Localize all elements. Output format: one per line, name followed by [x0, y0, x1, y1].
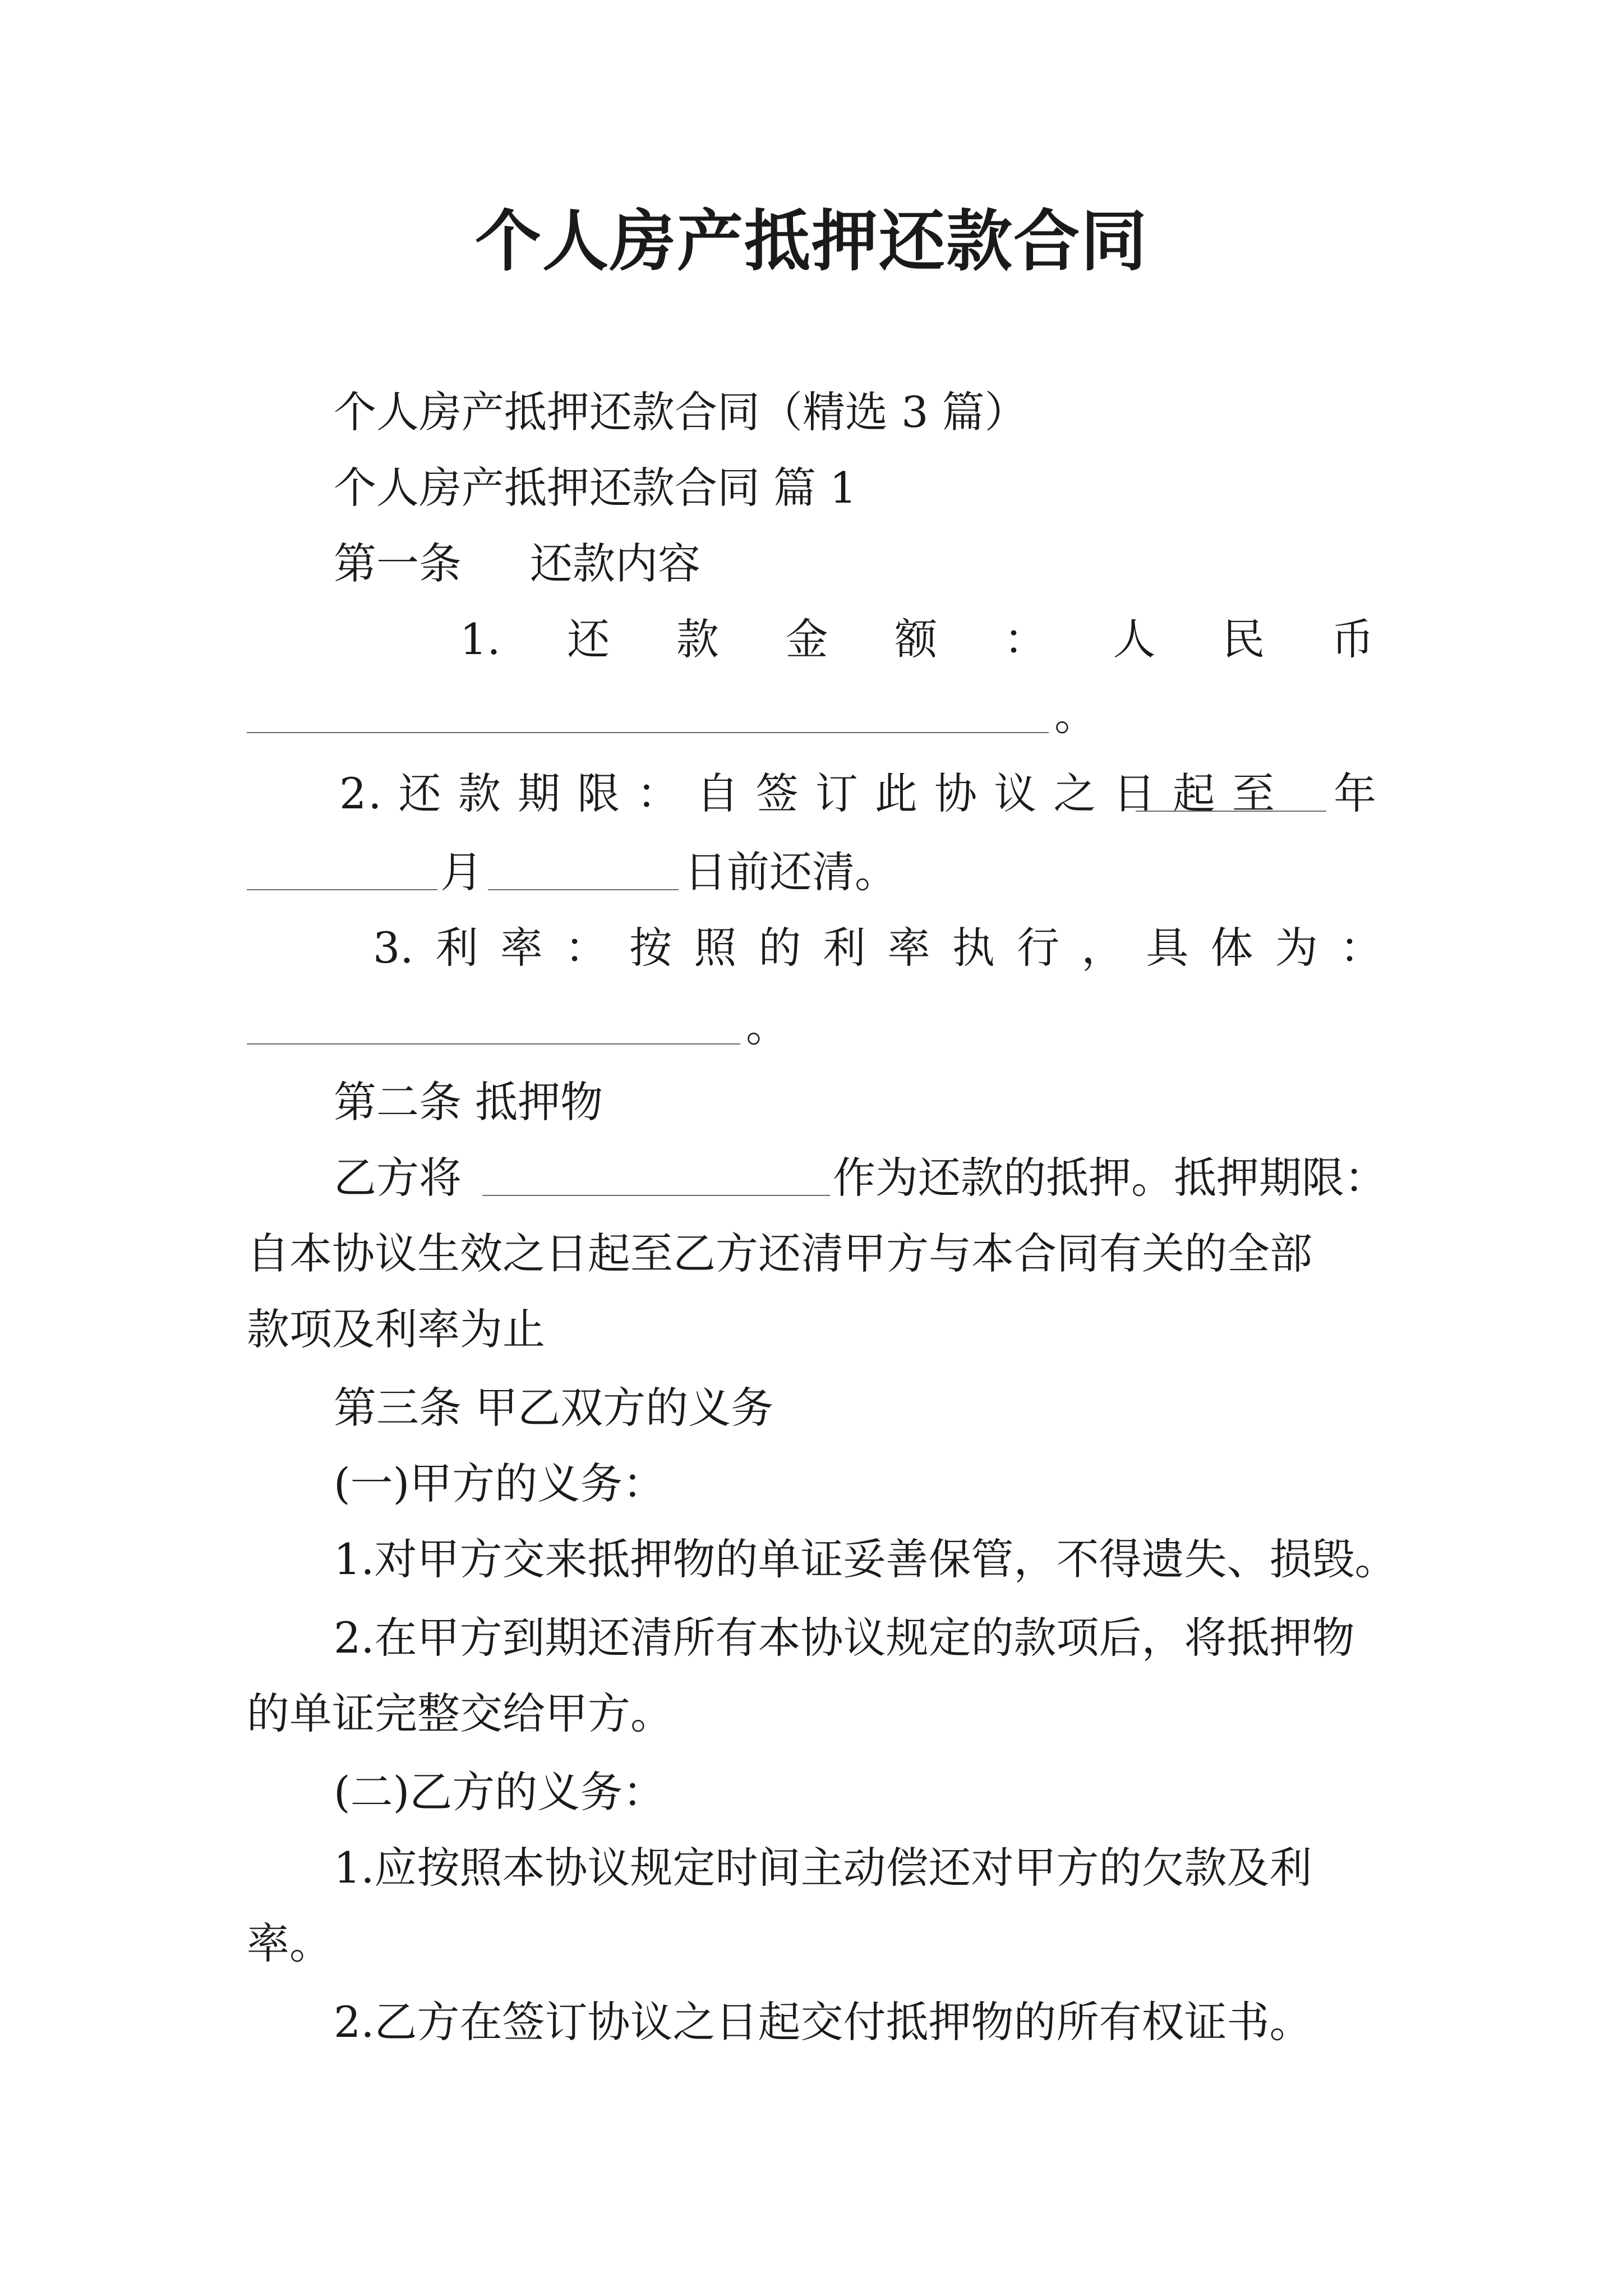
article-heading [0, 524, 1623, 603]
justified-glyph: 行 [1017, 923, 1060, 973]
text-line: 率。 [247, 1918, 332, 1968]
justified-glyph: 率 [887, 923, 930, 973]
justified-glyph: 率 [500, 923, 543, 973]
text-line: 月 [440, 847, 483, 897]
justified-glyph: 1. [460, 614, 501, 664]
clause-line [0, 1290, 1623, 1369]
justified-glyph: ， [1081, 923, 1124, 973]
justified-glyph: 还 [567, 614, 610, 664]
justified-glyph: ： [1339, 923, 1382, 973]
subtitle-line [0, 373, 1623, 452]
text-line: 年 [1334, 769, 1376, 818]
justified-text [373, 909, 1382, 987]
justified-glyph: 为 [1275, 923, 1318, 973]
text-line: 2. 还 款 期 限 ： 自 签 订 此 协 议 之 日 起 至 [339, 769, 1276, 818]
justified-glyph: 款 [676, 614, 719, 664]
article-number: 第一条 [334, 539, 462, 588]
text-line: 1.应按照本协议规定时间主动偿还对甲方的欠款及利 [334, 1843, 1312, 1893]
text-line: 。 [1054, 690, 1097, 740]
justified-glyph: 币 [1331, 614, 1374, 664]
clause-line [0, 600, 1623, 679]
text-line: 日前还清。 [684, 847, 897, 897]
fill-in-blank[interactable] [247, 889, 437, 890]
text-line: 第二条 抵押物 [334, 1077, 603, 1127]
text-line: 乙方将 [334, 1153, 462, 1203]
clause-line [0, 754, 1623, 833]
clause-line [0, 1904, 1623, 1983]
justified-glyph: 照 [694, 923, 737, 973]
article-heading [0, 1369, 1623, 1447]
text-line: 第三条 甲乙双方的义务 [334, 1383, 774, 1433]
fill-in-blank[interactable] [482, 1195, 830, 1196]
text-line: 个人房产抵押还款合同（精选 3 篇） [334, 387, 1027, 437]
text-line: 的单证完整交给甲方。 [247, 1688, 673, 1738]
justified-glyph: 按 [629, 923, 672, 973]
text-line: 款项及利率为止 [247, 1304, 545, 1354]
fill-in-blank[interactable] [247, 732, 1049, 733]
justified-glyph: 体 [1210, 923, 1253, 973]
clause-line [0, 1829, 1623, 1907]
justified-glyph: 金 [785, 614, 828, 664]
text-line: 1.对甲方交来抵押物的单证妥善保管，不得遗失、损毁。 [334, 1534, 1398, 1584]
justified-glyph: 额 [895, 614, 938, 664]
justified-glyph: 的 [758, 923, 801, 973]
fill-in-blank[interactable] [247, 1043, 740, 1045]
justified-glyph: 人 [1113, 614, 1156, 664]
clause-line [0, 1674, 1623, 1753]
clause-line [0, 1599, 1623, 1677]
justified-text [460, 600, 1374, 679]
justified-glyph: 利 [435, 923, 478, 973]
article-title: 还款内容 [530, 539, 700, 588]
clause-line [0, 909, 1623, 987]
text-line: 2.乙方在签订协议之日起交付抵押物的所有权证书。 [334, 1997, 1312, 2047]
subsection-heading [0, 1753, 1623, 1832]
justified-glyph: 3. [373, 923, 414, 973]
justified-glyph: 民 [1222, 614, 1265, 664]
justified-glyph: 执 [952, 923, 995, 973]
section-heading [0, 449, 1623, 527]
subsection-heading [0, 1444, 1623, 1523]
document-title: 个人房产抵押还款合同 [474, 202, 1148, 280]
clause-line [0, 676, 1623, 754]
clause-line [0, 987, 1623, 1066]
fill-in-blank[interactable] [1136, 811, 1326, 812]
justified-glyph: ： [1003, 614, 1046, 664]
justified-glyph: 利 [823, 923, 866, 973]
justified-glyph: ： [564, 923, 607, 973]
text-line: (一)甲方的义务： [334, 1458, 666, 1508]
clause-line [0, 833, 1623, 912]
text-line: 个人房产抵押还款合同 篇 1 [334, 463, 857, 513]
text-line: (二)乙方的义务： [334, 1767, 666, 1817]
clause-line [0, 1983, 1623, 2062]
clause-line [0, 1139, 1623, 1217]
text-line: 自本协议生效之日起至乙方还清甲方与本合同有关的全部 [247, 1228, 1312, 1278]
article-heading [0, 1063, 1623, 1142]
clause-line [0, 1520, 1623, 1599]
justified-glyph: 具 [1146, 923, 1189, 973]
clause-line [0, 1214, 1623, 1293]
text-line: 。 [746, 1001, 789, 1051]
text-line: 2.在甲方到期还清所有本协议规定的款项后，将抵押物 [334, 1613, 1355, 1663]
text-line: 作为还款的抵押。抵押期限： [833, 1153, 1387, 1203]
fill-in-blank[interactable] [488, 889, 679, 890]
